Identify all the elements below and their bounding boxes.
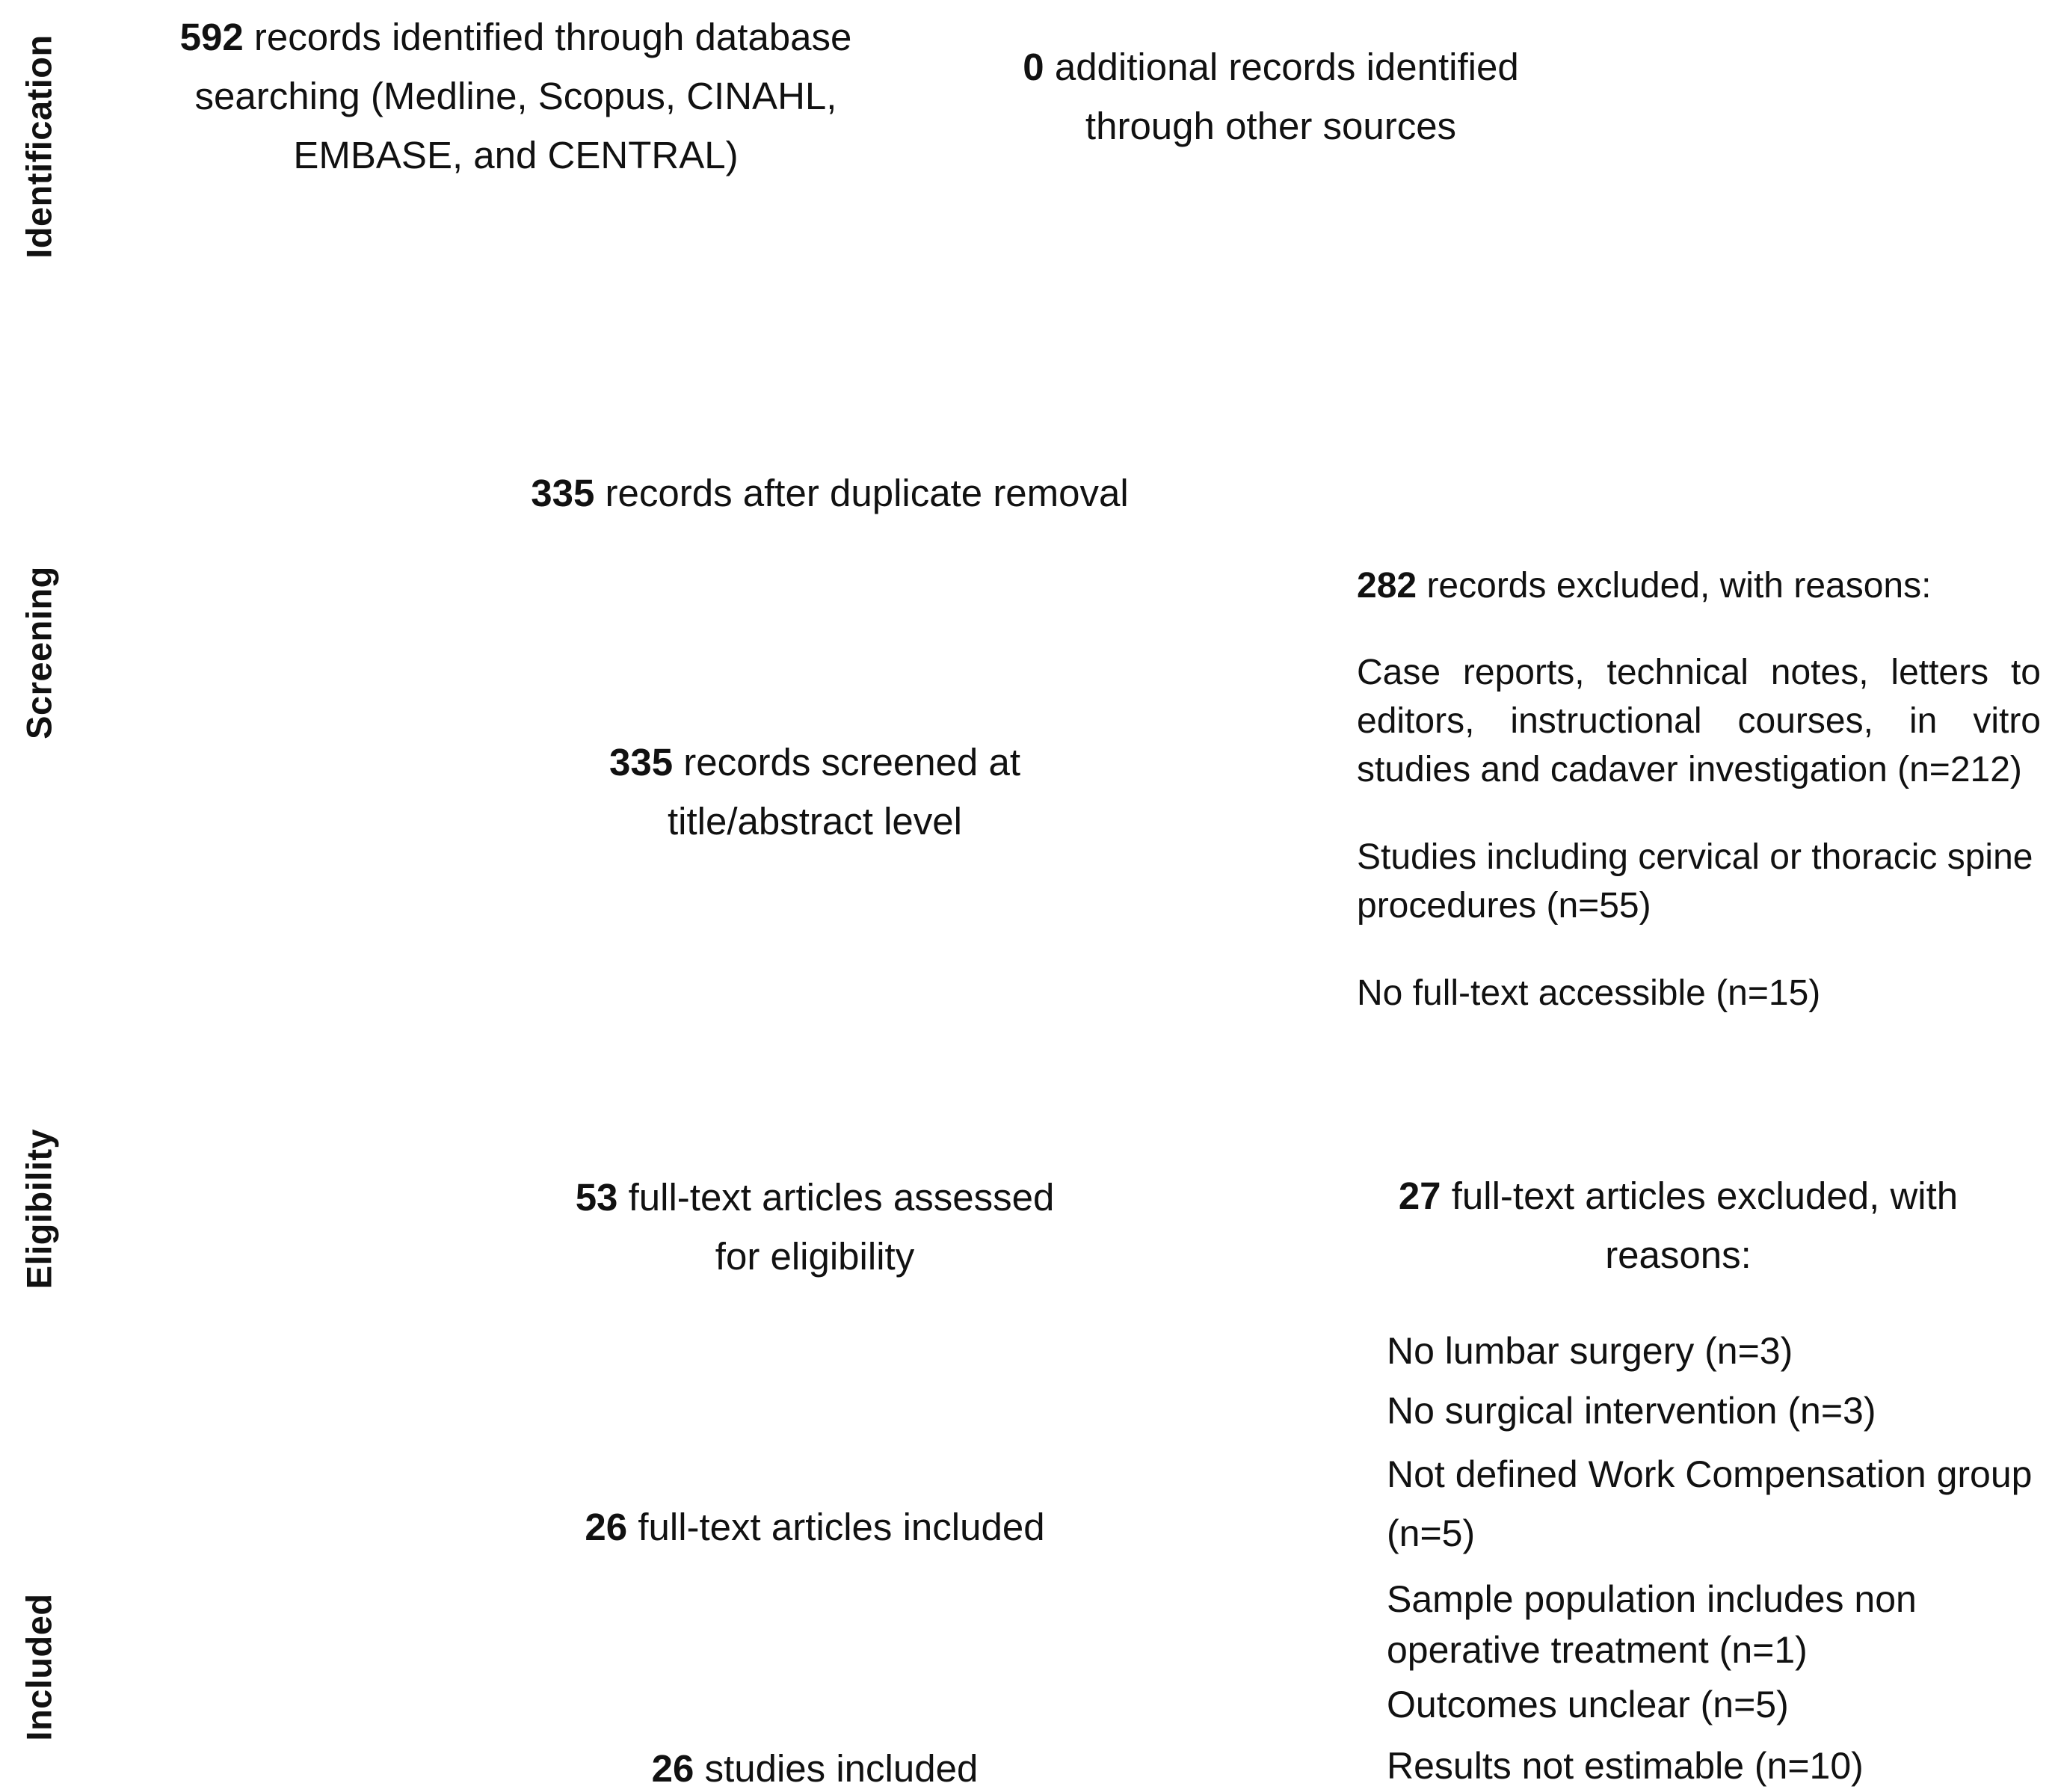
- list-item: Results not estimable (n=10): [1387, 1745, 1864, 1787]
- stage-label-eligibility: Eligibility: [19, 1128, 59, 1290]
- included-studies-text: studies included: [704, 1747, 979, 1790]
- stage-label-included: Included: [19, 1593, 59, 1741]
- other-sources-text: additional records identified through other sources: [1054, 46, 1519, 147]
- list-item: Not defined Work Compensation group (n=5): [1387, 1453, 2033, 1554]
- after-duplicates-text: records after duplicate removal: [605, 472, 1129, 514]
- screening-excluded-text: records excluded, with reasons:: [1426, 566, 1932, 606]
- database-records-count: 592: [179, 16, 244, 58]
- screened-box: [583, 733, 1047, 851]
- screening-excluded-box: [1357, 556, 2041, 1017]
- list-item: Case reports, technical notes, letters to editors, instructional courses, in vitro studies and cadaver investigation (n=212): [1357, 653, 2041, 789]
- included-studies-box: [568, 1746, 1062, 1791]
- eligibility-excluded-text: full-text articles excluded, with reasons:: [1451, 1174, 1959, 1276]
- list-item: No full-text accessible (n=15): [1357, 973, 1821, 1013]
- screening-exclusion-reasons: [1357, 648, 2041, 1017]
- included-articles-count: 26: [585, 1506, 628, 1548]
- included-articles-box: [493, 1497, 1136, 1557]
- assessed-text: full-text articles assessed for eligibility: [628, 1176, 1055, 1278]
- database-records-box: [168, 7, 863, 185]
- list-item: Outcomes unclear (n=5): [1387, 1684, 1789, 1725]
- eligibility-excluded-box: [1368, 1166, 1988, 1284]
- after-duplicates-box: [493, 464, 1166, 523]
- list-item: Studies including cervical or thoracic spine procedures (n=55): [1357, 837, 2033, 926]
- stage-label-screening: Screening: [19, 566, 59, 739]
- other-sources-count: 0: [1023, 46, 1044, 88]
- database-records-text: records identified through database searching (Medline, Scopus, CINAHL, EMBASE, and CENTRAL): [194, 16, 852, 176]
- list-item: No lumbar surgery (n=3): [1387, 1330, 1793, 1372]
- list-item: No surgical intervention (n=3): [1387, 1390, 1876, 1432]
- other-sources-box: [994, 37, 1547, 156]
- list-item: Sample population includes non operative treatment (n=1): [1387, 1578, 1917, 1671]
- screened-count: 335: [609, 741, 674, 783]
- included-articles-text: full-text articles included: [638, 1506, 1045, 1548]
- stage-label-identification: Identification: [19, 34, 59, 259]
- screening-excluded-count: 282: [1357, 566, 1417, 606]
- included-studies-count: 26: [651, 1747, 694, 1790]
- after-duplicates-count: 335: [531, 472, 595, 514]
- screened-text: records screened at title/abstract level: [667, 741, 1020, 843]
- eligibility-exclusion-reasons: [1387, 1325, 2037, 1792]
- eligibility-excluded-count: 27: [1398, 1174, 1441, 1217]
- assessed-box: [553, 1168, 1076, 1286]
- screening-excluded-heading: [1357, 556, 2041, 615]
- assessed-count: 53: [575, 1176, 618, 1219]
